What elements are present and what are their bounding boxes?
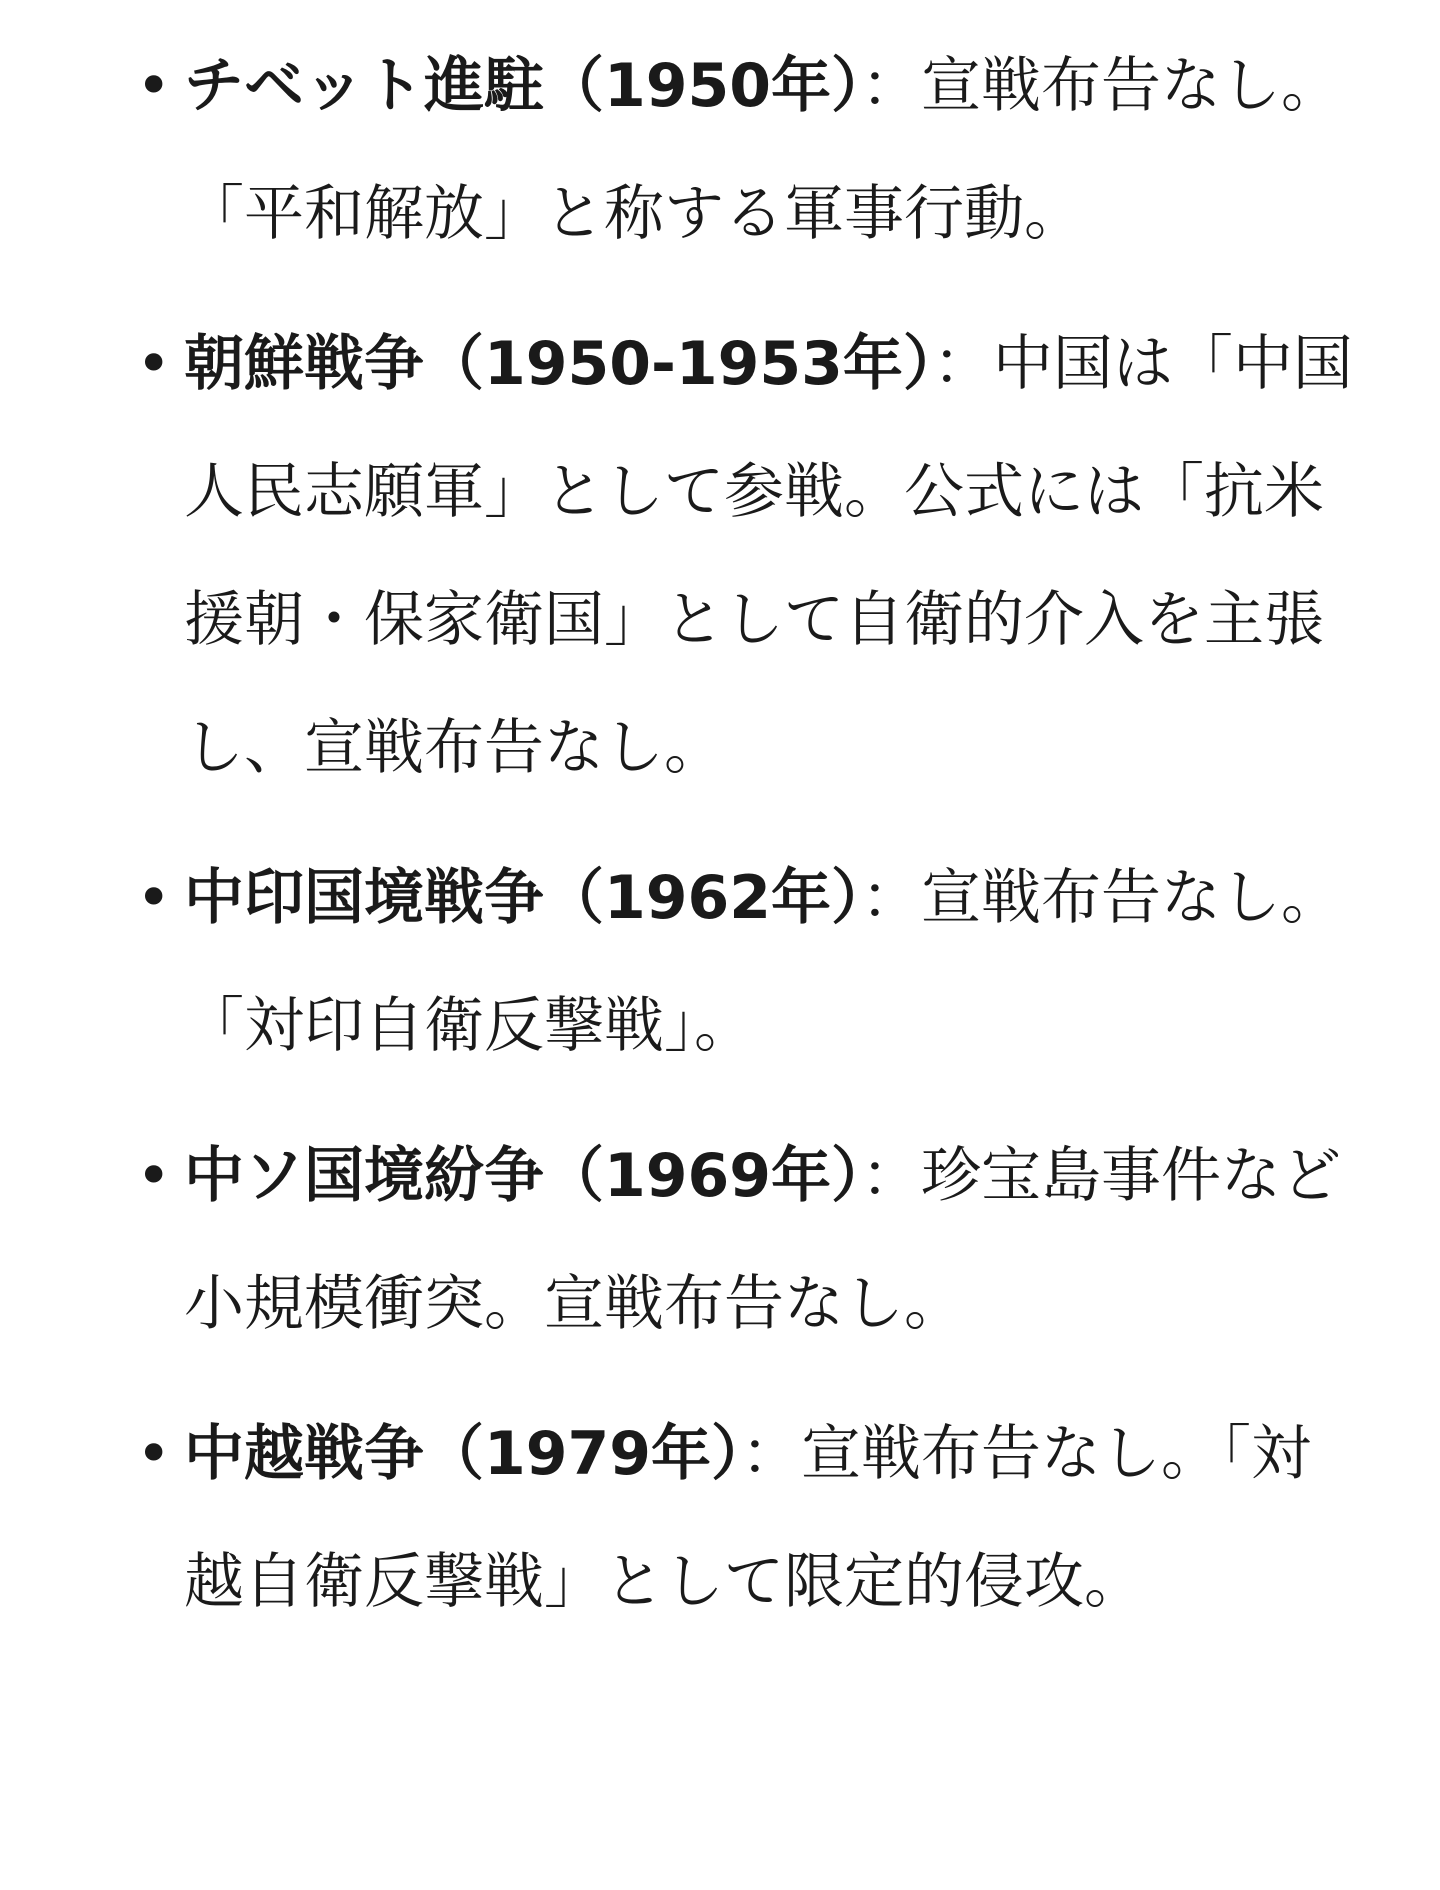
list-item-sino-indian-war (136, 834, 1364, 1090)
item-description: ：宣戦布告なし。「対越自衛反撃戦」として限定的侵攻。 (184, 1419, 1311, 1617)
list-item-korean-war (136, 300, 1364, 812)
list-item-tibet (136, 22, 1364, 278)
item-title: チベット進駐（1950年） (184, 51, 861, 121)
list-item-sino-soviet-conflict (136, 1112, 1364, 1368)
conflict-list (0, 22, 1364, 1646)
item-title: 中印国境戦争（1962年） (184, 863, 861, 933)
item-title: 朝鮮戦争（1950-1953年） (184, 329, 933, 399)
item-description: ：宣戦布告なし。「対印自衛反撃戦」。 (184, 863, 1341, 1061)
bullet-icon: • (136, 329, 172, 399)
bullet-icon: • (136, 863, 172, 933)
item-description: ：宣戦布告なし。「平和解放」と称する軍事行動。 (184, 51, 1341, 249)
bullet-icon: • (136, 51, 172, 121)
item-description: ：中国は「中国人民志願軍」として参戦。公式には「抗米援朝・保家衛国」として自衛的介入を主張し、宣戦布告なし。 (184, 329, 1353, 783)
bullet-icon: • (136, 1141, 172, 1211)
item-title: 中ソ国境紛争（1969年） (184, 1141, 861, 1211)
bullet-icon: • (136, 1419, 172, 1489)
item-description: ：珍宝島事件など小規模衝突。宣戦布告なし。 (184, 1141, 1341, 1339)
item-title: 中越戦争（1979年） (184, 1419, 741, 1489)
list-item-sino-vietnamese-war (136, 1390, 1364, 1646)
